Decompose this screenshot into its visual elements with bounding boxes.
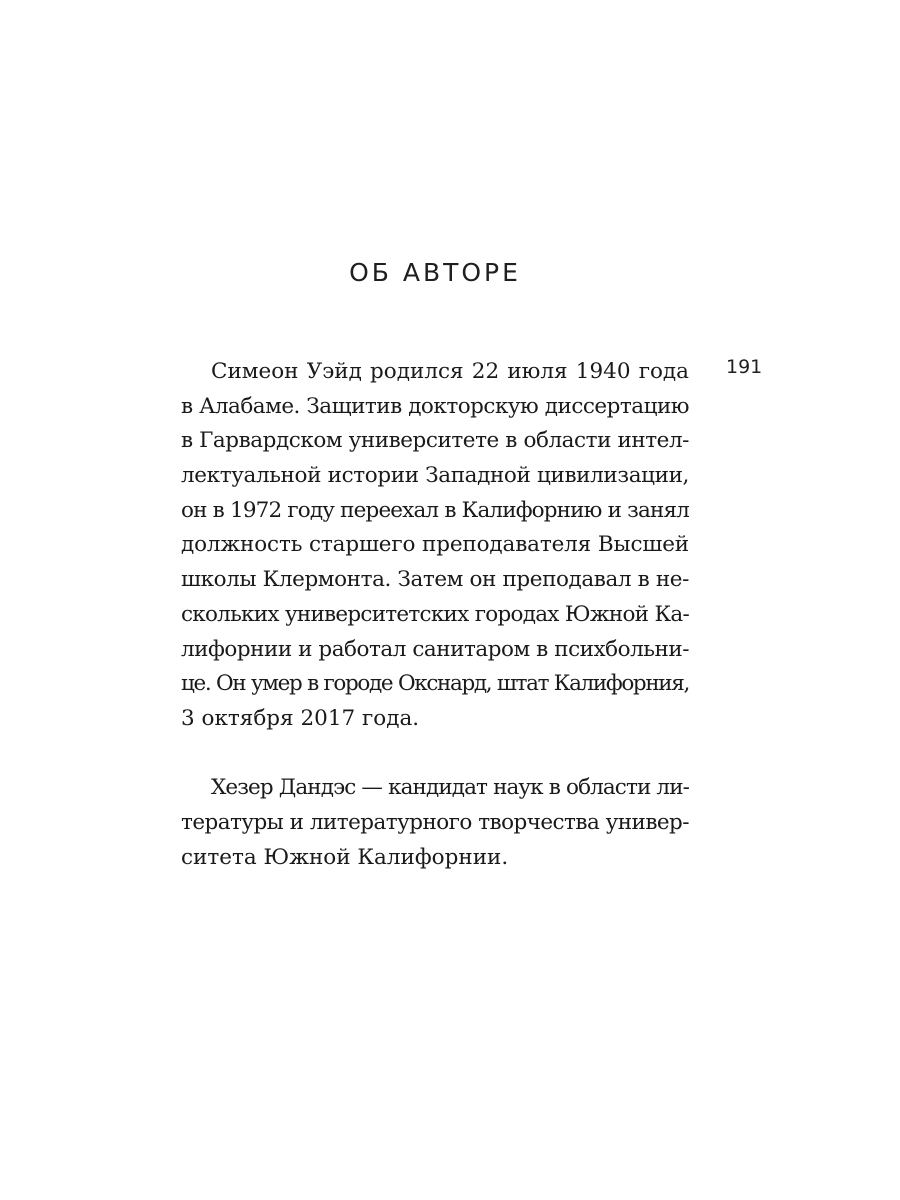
text-line: школы Клермонта. Затем он преподавал в не- (181, 567, 689, 593)
paragraph-author-bio (181, 355, 689, 737)
text-line: он в 1972 году переехал в Калифорнию и занял (181, 497, 689, 523)
text-line: скольких университетских городах Южной Ка- (181, 601, 689, 627)
paragraph-spacer (181, 737, 689, 772)
text-line: ситета Южной Калифорнии. (181, 844, 509, 870)
text-line: це. Он умер в городе Окснард, штат Калифорния, (181, 671, 689, 697)
text-line: 3 октября 2017 года. (181, 705, 420, 731)
text-line: тературы и литературного творчества универ- (181, 809, 689, 835)
chapter-heading: ОБ АВТОРЕ (349, 258, 521, 287)
text-line: Хезер Дандэс — кандидат наук в области ли- (211, 775, 689, 801)
text-line: лифорнии и работал санитаром в психбольни- (181, 636, 689, 662)
paragraph-translator-bio (181, 771, 689, 875)
text-line: в Алабаме. Защитив докторскую диссертацию (181, 393, 689, 419)
text-line: лектуальной истории Западной цивилизации, (181, 463, 689, 489)
page-number: 191 (726, 356, 763, 378)
text-line: Симеон Уэйд родился 22 июля 1940 года (211, 359, 689, 384)
text-line: должность старшего преподавателя Высшей (181, 532, 689, 558)
text-line: в Гарвардском университете в области интел- (181, 428, 689, 454)
body-text (181, 355, 689, 875)
